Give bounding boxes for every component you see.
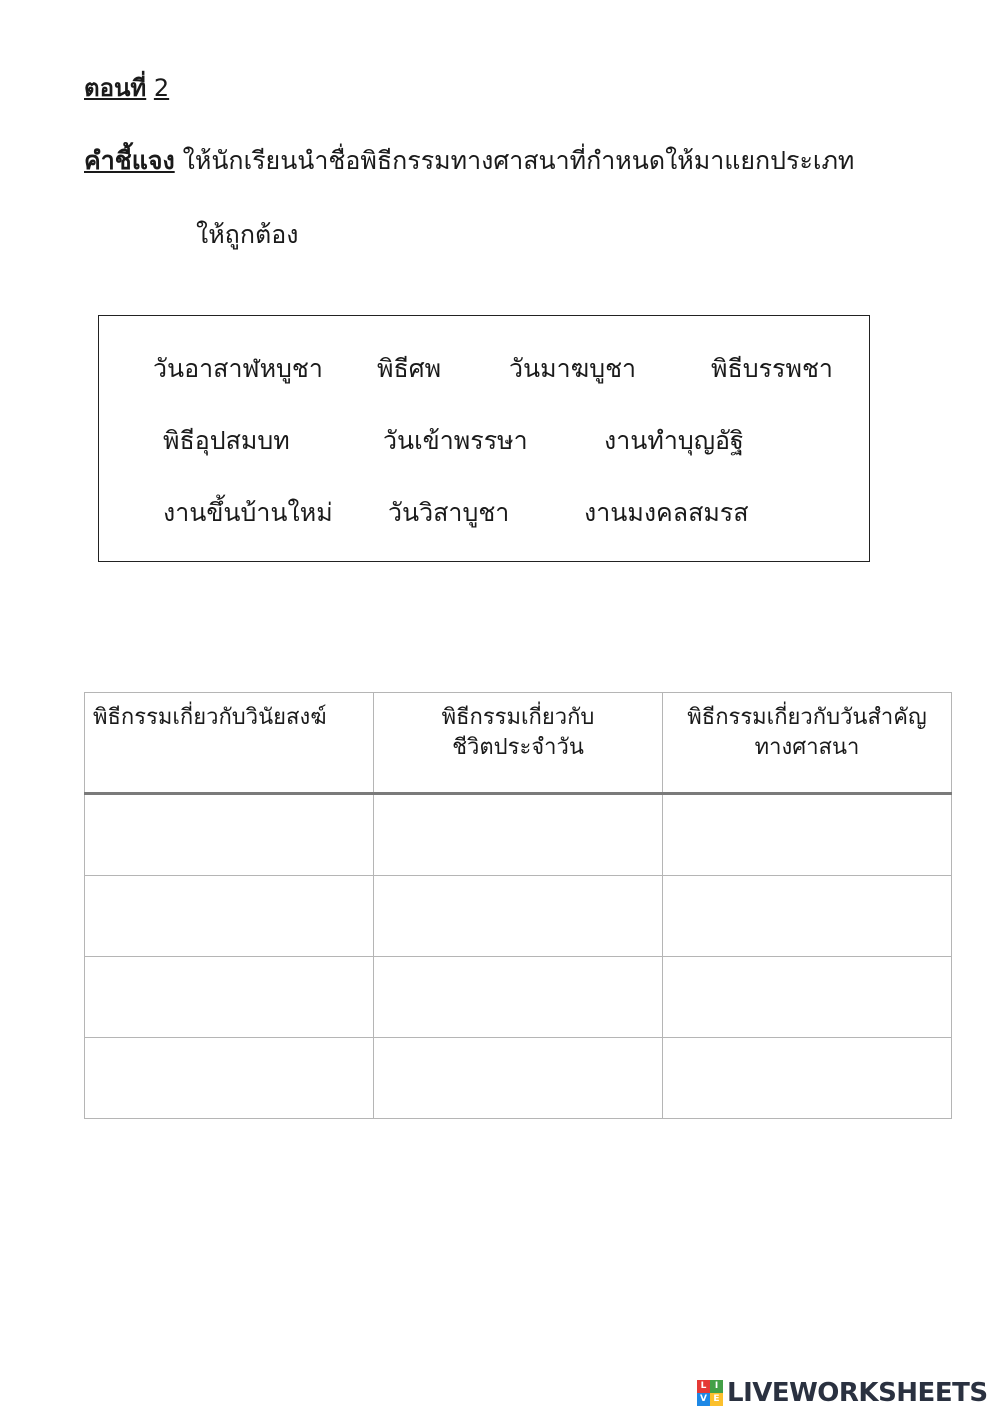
word-bank-box xyxy=(98,315,870,562)
table-header-row xyxy=(85,693,952,794)
column-header-line: พิธีกรรมเกี่ยวกับวินัยสงฆ์ xyxy=(93,705,327,730)
answer-drop-cell[interactable] xyxy=(85,876,374,957)
table-row xyxy=(85,957,952,1038)
instruction xyxy=(84,142,924,180)
answer-drop-cell[interactable] xyxy=(663,794,952,876)
column-header-religious-days xyxy=(663,693,952,794)
column-header-daily-life xyxy=(374,693,663,794)
section-title xyxy=(84,70,169,106)
word-bank-item[interactable]: พิธีศพ xyxy=(377,354,442,383)
column-header-line: พิธีกรรมเกี่ยวกับ xyxy=(441,705,595,730)
instruction-text-continued: ให้ถูกต้อง xyxy=(196,220,299,249)
answer-drop-cell[interactable] xyxy=(663,1038,952,1119)
instruction-text: ให้นักเรียนนำชื่อพิธีกรรมทางศาสนาที่กำหนดให้มาแยกประเภท xyxy=(182,146,855,175)
logo-letter: L xyxy=(697,1380,710,1393)
liveworksheets-logo xyxy=(697,1376,988,1410)
column-header-line: ชีวิตประจำวัน xyxy=(452,735,584,760)
column-header-line: ทางศาสนา xyxy=(754,735,860,760)
table-row xyxy=(85,794,952,876)
word-bank-item[interactable]: งานขึ้นบ้านใหม่ xyxy=(163,498,333,527)
table-row xyxy=(85,1038,952,1119)
section-label: ตอนที่ xyxy=(84,74,147,102)
word-bank-item[interactable]: วันอาสาฬหบูชา xyxy=(153,354,323,383)
answer-drop-cell[interactable] xyxy=(374,1038,663,1119)
word-bank-item[interactable]: งานทำบุญอัฐิ xyxy=(604,426,744,455)
word-bank-item[interactable]: วันเข้าพรรษา xyxy=(383,426,528,455)
column-header-line: พิธีกรรมเกี่ยวกับวันสำคัญ xyxy=(687,705,927,730)
word-bank-item[interactable]: พิธีอุปสมบท xyxy=(163,426,290,455)
word-bank-item[interactable]: วันมาฆบูชา xyxy=(509,354,637,383)
logo-letter: V xyxy=(697,1393,710,1406)
table-row xyxy=(85,876,952,957)
word-bank-item[interactable]: พิธีบรรพชา xyxy=(711,354,833,383)
column-header-monastic-discipline xyxy=(85,693,374,794)
answer-drop-cell[interactable] xyxy=(374,876,663,957)
answer-drop-cell[interactable] xyxy=(663,957,952,1038)
answer-drop-cell[interactable] xyxy=(374,794,663,876)
word-bank-item[interactable]: งานมงคลสมรส xyxy=(584,498,749,527)
answer-drop-cell[interactable] xyxy=(663,876,952,957)
answer-drop-cell[interactable] xyxy=(374,957,663,1038)
answer-drop-cell[interactable] xyxy=(85,957,374,1038)
liveworksheets-logo-text: LIVEWORKSHEETS xyxy=(727,1378,988,1408)
answer-drop-cell[interactable] xyxy=(85,794,374,876)
answer-drop-cell[interactable] xyxy=(85,1038,374,1119)
logo-letter: E xyxy=(710,1393,723,1406)
liveworksheets-logo-icon xyxy=(697,1380,723,1406)
answer-table xyxy=(84,692,952,1119)
section-number: 2 xyxy=(153,74,170,102)
word-bank-item[interactable]: วันวิสาบูชา xyxy=(388,498,510,527)
instruction-label: คำชี้แจง xyxy=(84,146,175,175)
logo-letter: I xyxy=(710,1380,723,1393)
